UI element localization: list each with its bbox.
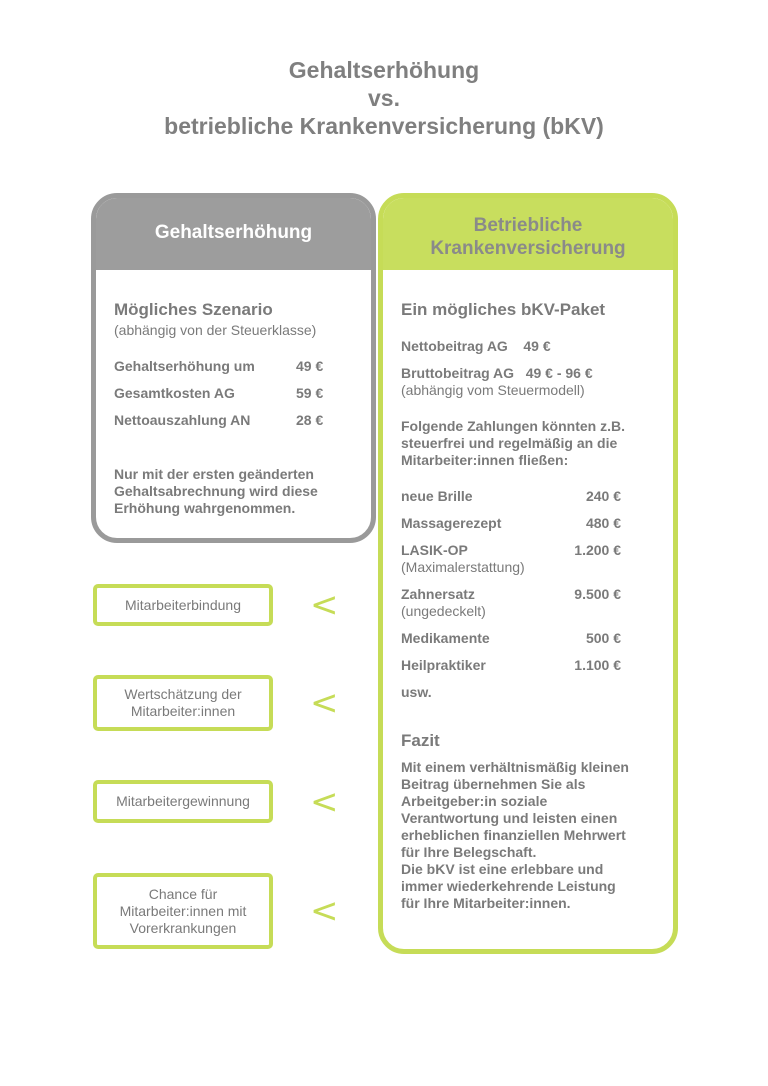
bkv-card: [378, 193, 678, 954]
benefit-box: Chance für Mitarbeiter:innen mit Vorerkrankungen: [93, 873, 273, 949]
title-line-3: betriebliche Krankenversicherung (bKV): [164, 113, 604, 139]
net-contribution: Nettobeitrag AG 49 €: [401, 338, 551, 354]
fazit-heading: Fazit: [401, 731, 440, 750]
payment-row: LASIK-OP 1.200 €: [401, 542, 621, 558]
scenario-heading: Mögliches Szenario: [114, 300, 273, 319]
bkv-card-body: [383, 270, 673, 912]
scenario-row: [114, 385, 371, 402]
less-than-symbol: <: [310, 683, 339, 723]
gross-contribution-note: (abhängig vom Steuermodell): [401, 382, 585, 398]
benefit-box: Mitarbeiterbindung: [93, 584, 273, 626]
etc-text: usw.: [401, 684, 432, 700]
less-than-symbol: <: [310, 782, 339, 822]
row-value: 59 €: [296, 385, 324, 401]
gross-contribution: Bruttobeitrag AG 49 € - 96 €: [401, 365, 593, 381]
payment-row: neue Brille 240 €: [401, 488, 621, 504]
page-title: [0, 56, 768, 140]
payment-row: Massagerezept 480 €: [401, 515, 621, 531]
less-than-symbol: <: [310, 891, 339, 931]
row-label: Gesamtkosten AG: [114, 385, 235, 401]
bkv-card-header: Betriebliche Krankenversicherung: [383, 198, 673, 270]
benefit-box: Mitarbeitergewinnung: [93, 780, 273, 823]
salary-increase-card: [91, 193, 376, 543]
payment-row: Medikamente 500 €: [401, 630, 621, 646]
scenario-row: [114, 358, 371, 375]
salary-card-body: [96, 270, 371, 517]
salary-note: Nur mit der ersten geänderten Gehaltsabrechnung wird diese Erhöhung wahrgenommen.: [114, 466, 318, 516]
salary-card-header: Gehaltserhöhung: [96, 198, 371, 270]
title-line-1: Gehaltserhöhung: [288, 57, 480, 83]
benefit-box: Wertschätzung der Mitarbeiter:innen: [93, 675, 273, 731]
payment-note: (Maximalerstattung): [401, 559, 525, 575]
row-label: Nettoauszahlung AN: [114, 412, 251, 428]
row-label: Gehaltserhöhung um: [114, 358, 255, 374]
row-value: 49 €: [296, 358, 324, 374]
scenario-subheading: (abhängig von der Steuerklasse): [114, 322, 317, 338]
payment-row: Zahnersatz 9.500 €: [401, 586, 621, 602]
title-line-2: vs.: [368, 85, 400, 111]
scenario-row: [114, 412, 371, 429]
payments-intro: Folgende Zahlungen könnten z.B. steuerfrei und regelmäßig an die Mitarbeiter:innen fließen:: [401, 418, 625, 468]
payment-note: (ungedeckelt): [401, 603, 486, 619]
payment-row: Heilpraktiker 1.100 €: [401, 657, 621, 673]
fazit-text: Mit einem verhältnismäßig kleinen Beitrag übernehmen Sie als Arbeitgeber:in soziale Verantwortung und leisten einen erheblichen finanziellen Mehrwert für Ihre Belegschaft. Die bKV ist eine erlebbare und immer wiederkehrende Leistung für Ihre Mitarbeiter:innen.: [401, 759, 629, 911]
bkv-package-heading: Ein mögliches bKV-Paket: [401, 300, 606, 319]
row-value: 28 €: [296, 412, 324, 428]
less-than-symbol: <: [310, 585, 339, 625]
